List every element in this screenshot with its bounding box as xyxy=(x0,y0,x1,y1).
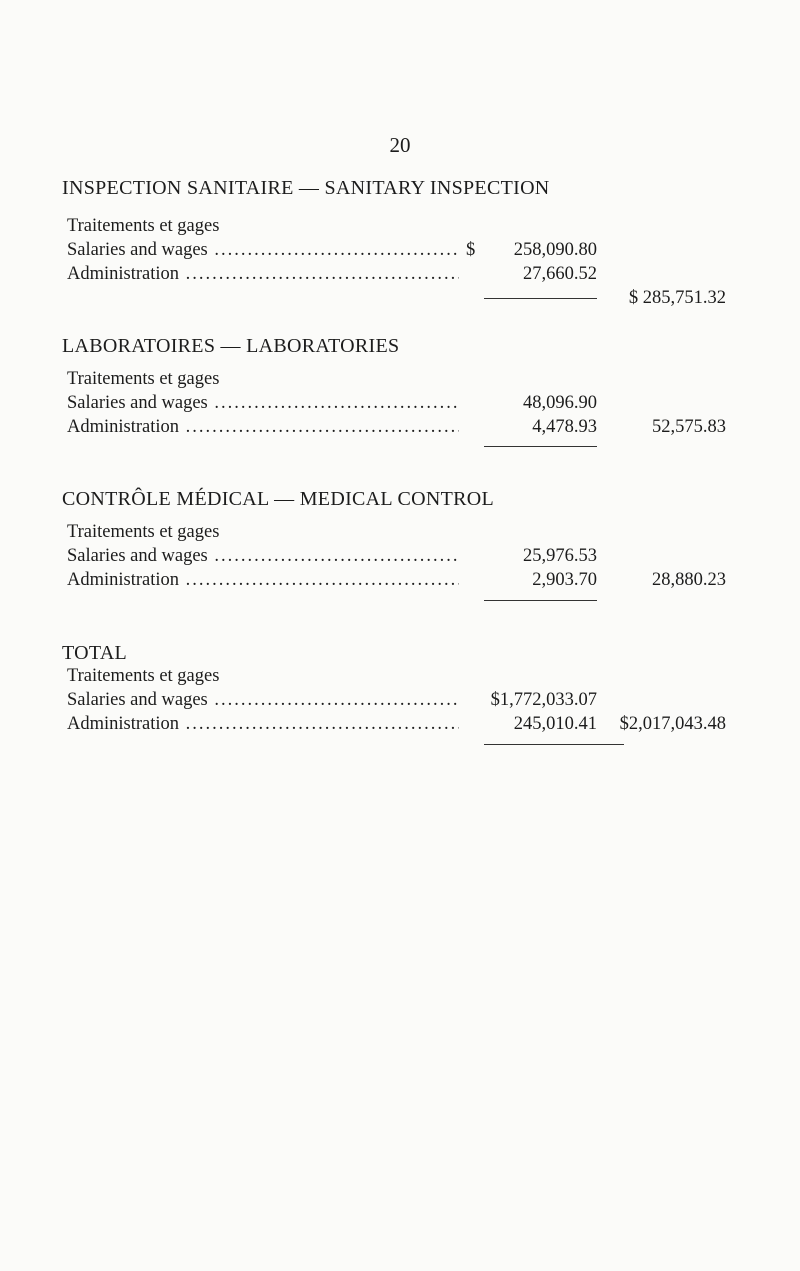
row-label-salaries: Salaries and wages ..... xyxy=(67,546,459,567)
table-row xyxy=(0,393,800,417)
amount-salaries: $1,772,033.07 xyxy=(490,690,597,710)
table-row xyxy=(0,714,800,738)
row-label-administration: Administration ..... xyxy=(67,570,459,591)
row-label-administration: Administration ..... xyxy=(67,714,459,735)
table-row xyxy=(0,240,800,264)
amount-salaries: 258,090.80 xyxy=(513,240,597,260)
table-row xyxy=(0,570,800,594)
section-heading-sanitary-inspection: INSPECTION SANITAIRE — SANITARY INSPECTION xyxy=(62,177,550,199)
row-label-salaries: Salaries and wages ..... xyxy=(67,393,459,414)
section-total: 28,880.23 xyxy=(652,570,726,590)
subtotal-rule xyxy=(484,446,597,447)
grand-total-rule xyxy=(484,744,624,745)
section-heading-medical-control: CONTRÔLE MÉDICAL — MEDICAL CONTROL xyxy=(62,488,495,510)
section-heading-laboratories: LABORATOIRES — LABORATORIES xyxy=(62,335,400,357)
table-row xyxy=(0,690,800,714)
section-total: 52,575.83 xyxy=(652,417,726,437)
table-row xyxy=(0,288,800,312)
amount-administration: 2,903.70 xyxy=(532,570,597,590)
table-row xyxy=(0,264,800,288)
amount-administration: 27,660.52 xyxy=(523,264,597,284)
amount-salaries: 48,096.90 xyxy=(523,393,597,413)
row-label-administration: Administration ..... xyxy=(67,264,459,285)
row-label-salaries: Salaries and wages ..... xyxy=(67,240,459,261)
section-total: $ 285,751.32 xyxy=(628,288,726,308)
amount-administration: 4,478.93 xyxy=(532,417,597,437)
subtotal-rule xyxy=(484,600,597,601)
table-row xyxy=(0,417,800,441)
amount-salaries: 25,976.53 xyxy=(523,546,597,566)
page-number: 20 xyxy=(389,133,411,157)
row-label-salaries: Salaries and wages ..... xyxy=(67,690,459,711)
currency-symbol: $ xyxy=(466,240,476,260)
row-label-administration: Administration ..... xyxy=(67,417,459,438)
subheading-salaries-wages: Traitements et gages xyxy=(67,369,220,389)
table-row xyxy=(0,546,800,570)
section-heading-total: TOTAL xyxy=(62,642,128,664)
subheading-salaries-wages: Traitements et gages xyxy=(67,666,220,686)
subheading-salaries-wages: Traitements et gages xyxy=(67,522,220,542)
amount-administration: 245,010.41 xyxy=(513,714,597,734)
grand-total: $2,017,043.48 xyxy=(619,714,726,734)
subheading-salaries-wages: Traitements et gages xyxy=(67,216,220,236)
